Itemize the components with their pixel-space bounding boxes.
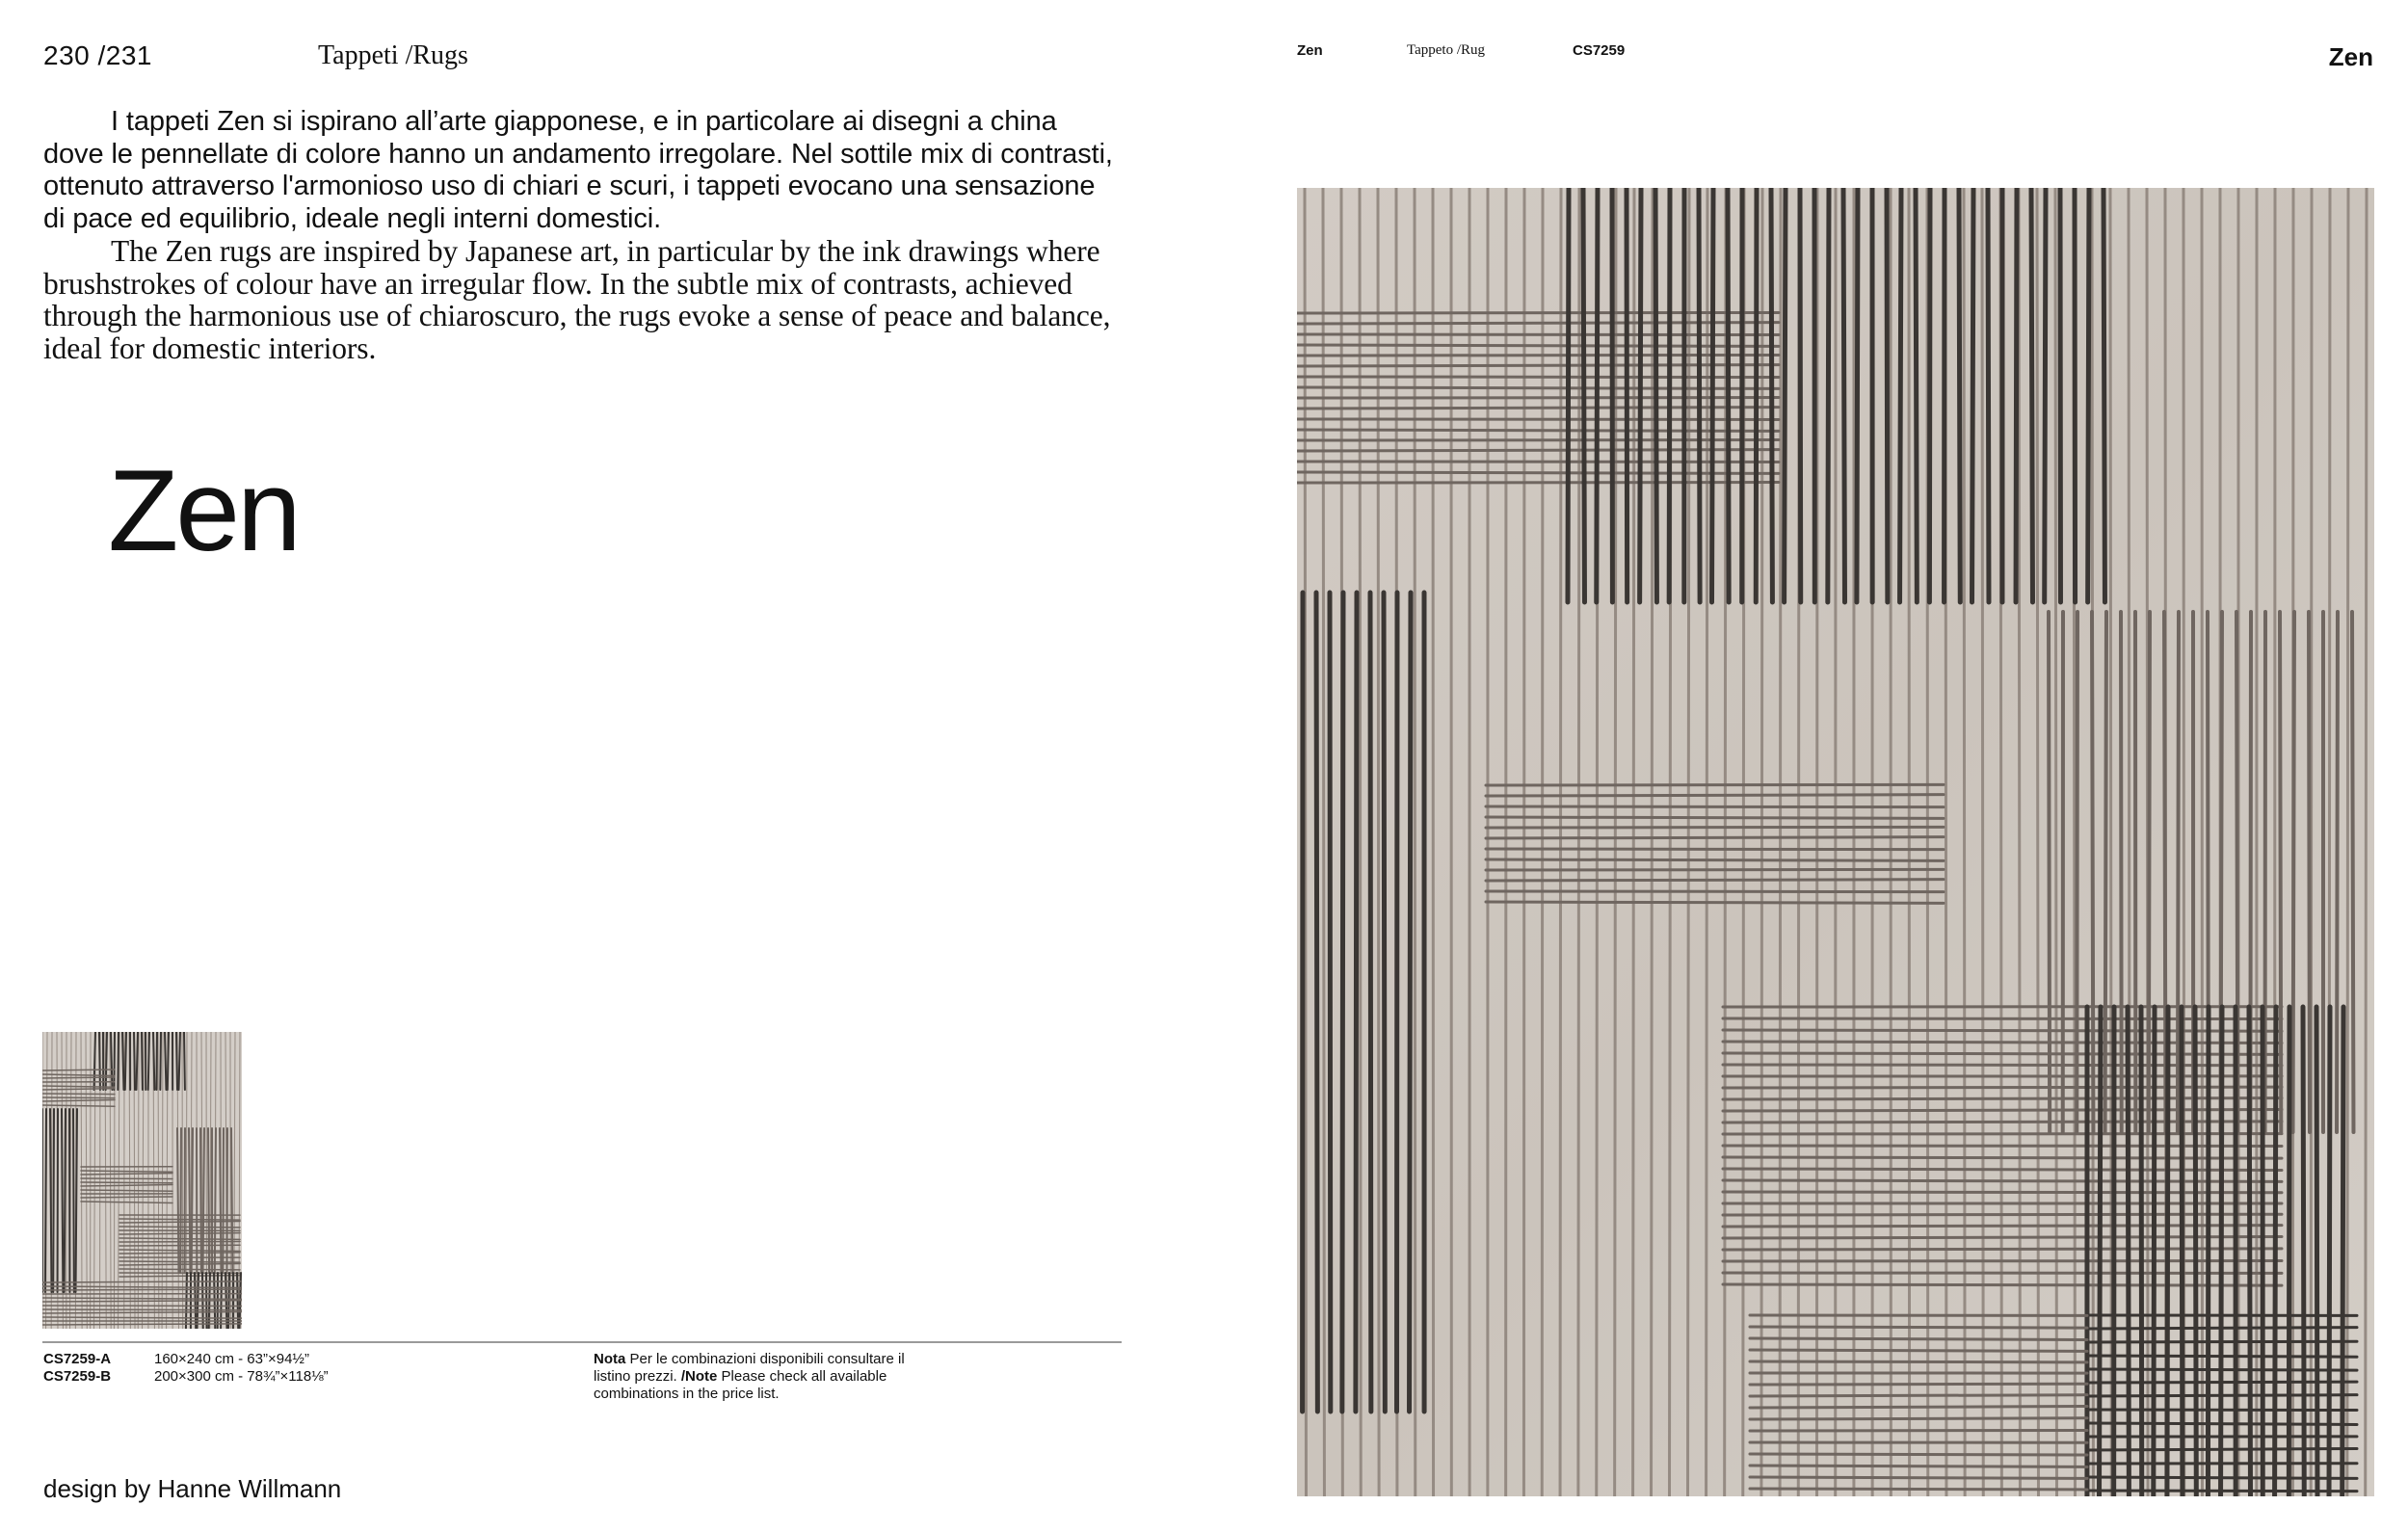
rug-texture-stripe bbox=[2037, 188, 2038, 1496]
thumb-stripe bbox=[119, 1241, 240, 1242]
rug-stripe bbox=[2031, 188, 2032, 602]
thumb-stripe bbox=[81, 1182, 172, 1183]
rug-stripe bbox=[1750, 1489, 2087, 1490]
rug-stripe bbox=[1723, 1030, 2282, 1031]
thumb-stripe bbox=[81, 1197, 172, 1198]
running-header-name: Zen bbox=[1297, 42, 1323, 59]
rug-stripe bbox=[1828, 188, 1829, 602]
rug-texture-stripe bbox=[1780, 188, 1781, 1496]
rug-texture-stripe bbox=[1578, 188, 1579, 1496]
rug-stripe bbox=[1750, 1384, 2087, 1385]
rug-stripe bbox=[1750, 1454, 2087, 1455]
thumb-stripe bbox=[119, 1269, 240, 1270]
rug-texture-stripe bbox=[1560, 188, 1561, 1496]
rug-stripe bbox=[1486, 837, 1944, 838]
rug-texture-stripe bbox=[1725, 188, 1726, 1496]
rug-stripe bbox=[1297, 355, 1779, 356]
size-code: CS7259-A bbox=[43, 1351, 112, 1367]
rug-stripe bbox=[1723, 1042, 2282, 1043]
rug-stripe bbox=[1297, 323, 1779, 324]
rug-stripe bbox=[1370, 593, 1371, 1412]
rug-stripe bbox=[1297, 408, 1779, 409]
note-label-en: /Note bbox=[680, 1368, 718, 1385]
rug-stripe bbox=[1486, 902, 1944, 903]
rug-stripe bbox=[1316, 593, 1317, 1412]
rug-stripe bbox=[2087, 1423, 2357, 1424]
rug-stripe bbox=[2293, 612, 2294, 1132]
rug-texture-stripe bbox=[2347, 188, 2348, 1496]
rug-stripe bbox=[1297, 312, 1779, 313]
size-dimensions: 160×240 cm - 63”×94½” bbox=[154, 1351, 309, 1367]
collection-title: Zen bbox=[108, 446, 299, 575]
rug-stripe bbox=[1486, 827, 1944, 828]
rug-stripe bbox=[1568, 188, 1569, 602]
rug-stripe bbox=[1959, 188, 1960, 602]
rug-stripe bbox=[2087, 1410, 2357, 1411]
rug-stripe bbox=[2329, 1007, 2330, 1496]
rug-stripe bbox=[1750, 1327, 2087, 1328]
rug-stripe bbox=[2087, 1477, 2357, 1478]
thumb-stripe bbox=[114, 1032, 115, 1090]
thumb-stripe bbox=[106, 1032, 107, 1090]
rug-stripe bbox=[1750, 1430, 2087, 1431]
thumb-stripe bbox=[73, 1109, 74, 1292]
section-label: Tappeti /Rugs bbox=[318, 40, 468, 70]
rug-stripe bbox=[1597, 188, 1598, 602]
rug-stripe bbox=[2309, 612, 2310, 1132]
thumb-stripe bbox=[42, 1309, 242, 1310]
size-list bbox=[43, 1351, 329, 1386]
rug-texture-stripe bbox=[1542, 188, 1543, 1496]
rug-stripe bbox=[1486, 817, 1944, 818]
rug-stripe bbox=[2342, 1007, 2343, 1496]
size-dimensions: 200×300 cm - 78¾”×118⅛” bbox=[154, 1368, 329, 1385]
page-numbers: 230 /231 bbox=[43, 40, 152, 70]
rug-stripe bbox=[2337, 612, 2338, 1132]
thumb-texture-stripe bbox=[182, 1032, 183, 1329]
rug-stripe bbox=[2087, 1369, 2357, 1370]
rug-stripe bbox=[1723, 1053, 2282, 1054]
thumb-stripe bbox=[168, 1032, 169, 1090]
rug-texture-stripe bbox=[1378, 188, 1379, 1496]
rug-texture-stripe bbox=[1323, 188, 1324, 1496]
rug-stripe bbox=[2075, 188, 2076, 602]
rug-stripe bbox=[1723, 1065, 2282, 1066]
rug-stripe bbox=[2087, 1491, 2357, 1492]
rug-stripe bbox=[1988, 188, 1989, 602]
rug-stripe bbox=[1699, 188, 1700, 602]
price-note bbox=[594, 1351, 921, 1403]
thumb-stripe bbox=[160, 1032, 161, 1090]
size-row bbox=[43, 1351, 329, 1368]
thumb-stripe bbox=[99, 1032, 100, 1090]
rug-texture-stripe bbox=[1909, 188, 1910, 1496]
rug-stripe bbox=[1712, 188, 1713, 602]
rug-stripe bbox=[1728, 188, 1729, 602]
running-header-type: Tappeto /Rug bbox=[1407, 42, 1486, 58]
rug-stripe bbox=[1486, 849, 1944, 850]
rug-stripe bbox=[1750, 1395, 2087, 1396]
rug-texture-stripe bbox=[1633, 188, 1634, 1496]
rug-stripe bbox=[1297, 365, 1779, 366]
rug-stripe bbox=[1785, 188, 1786, 602]
rug-stripe bbox=[1900, 188, 1901, 602]
rug-stripe bbox=[1297, 430, 1779, 431]
rug-stripe bbox=[1723, 1098, 2282, 1099]
thumb-stripe bbox=[53, 1109, 54, 1292]
rug-stripe bbox=[1297, 450, 1779, 451]
thumb-stripe bbox=[111, 1032, 112, 1090]
rug-stripe bbox=[1486, 784, 1944, 785]
rug-texture-stripe bbox=[1415, 188, 1416, 1496]
rug-texture-stripe bbox=[1688, 188, 1689, 1496]
page-title: Zen bbox=[2328, 42, 2373, 71]
rug-stripe bbox=[1723, 1180, 2282, 1181]
rug-stripe bbox=[1723, 1018, 2282, 1019]
rug-stripe bbox=[1297, 345, 1779, 346]
rug-texture-stripe bbox=[1761, 188, 1762, 1496]
rug-texture-stripe bbox=[1360, 188, 1361, 1496]
rug-stripe bbox=[1486, 795, 1944, 796]
rug-stripe bbox=[1486, 880, 1944, 881]
rug-texture-stripe bbox=[1615, 188, 1616, 1496]
rug-texture-stripe bbox=[1982, 188, 1983, 1496]
rug-stripe bbox=[1723, 1169, 2282, 1170]
thumb-stripe bbox=[42, 1289, 242, 1290]
rug-stripe bbox=[2087, 1395, 2357, 1396]
designer-credit: design by Hanne Willmann bbox=[43, 1474, 342, 1503]
rug-texture-stripe bbox=[2366, 188, 2367, 1496]
rug-stripe bbox=[1857, 188, 1858, 602]
rug-stripe bbox=[2087, 1328, 2357, 1329]
rug-stripe bbox=[1929, 188, 1930, 602]
rug-stripe bbox=[1771, 188, 1772, 602]
intro-italian: I tappeti Zen si ispirano all’arte giapponese, e in particolare ai disegni a china dove le pennellate di colore hanno un andamento irregolare. Nel sottile mix di contrasti, ottenuto attraverso l'armonioso uso di chiari e scuri, i tappeti evocano una sensazione di pace ed equilibrio, ideale negli interni domestici. bbox=[43, 106, 1113, 234]
thumb-stripe bbox=[125, 1032, 126, 1090]
rug-texture-stripe bbox=[2019, 188, 2020, 1496]
rug-stripe bbox=[1723, 1157, 2282, 1158]
rug-stripe bbox=[1750, 1407, 2087, 1408]
rug-stripe bbox=[1750, 1361, 2087, 1362]
thumb-stripe bbox=[81, 1178, 172, 1179]
intro-text bbox=[43, 106, 1123, 364]
size-row bbox=[43, 1368, 329, 1386]
thumb-stripe bbox=[184, 1032, 185, 1090]
running-header-code: CS7259 bbox=[1573, 42, 1626, 59]
rug-thumbnail-image bbox=[42, 1032, 242, 1329]
rug-texture-stripe bbox=[1964, 188, 1965, 1496]
rug-stripe bbox=[1297, 472, 1779, 473]
rug-stripe bbox=[1297, 334, 1779, 335]
note-label-it: Nota bbox=[594, 1351, 626, 1367]
rug-stripe bbox=[2087, 1449, 2357, 1450]
rug-stripe bbox=[1750, 1338, 2087, 1339]
thumb-stripe bbox=[142, 1032, 143, 1090]
rug-stripe bbox=[2088, 188, 2089, 602]
rug-stripe bbox=[1640, 188, 1641, 602]
rug-stripe bbox=[1916, 188, 1917, 602]
rug-stripe bbox=[1723, 1122, 2282, 1123]
thumb-stripe bbox=[176, 1032, 177, 1090]
rug-stripe bbox=[1297, 377, 1779, 378]
thumb-stripe bbox=[118, 1032, 119, 1090]
rug-stripe bbox=[2016, 188, 2017, 602]
rug-stripe bbox=[2045, 188, 2046, 602]
thumb-stripe bbox=[119, 1227, 240, 1228]
rug-stripe bbox=[1843, 188, 1844, 602]
rug-stripe bbox=[1486, 859, 1944, 860]
rug-stripe bbox=[1583, 188, 1584, 602]
rug-stripe bbox=[1750, 1350, 2087, 1351]
thumb-stripe bbox=[119, 1219, 240, 1220]
rug-stripe bbox=[2087, 1341, 2357, 1342]
thumb-stripe bbox=[153, 1032, 154, 1090]
thumb-stripe bbox=[42, 1077, 115, 1078]
rug-texture-stripe bbox=[2055, 188, 2056, 1496]
rug-stripe bbox=[1723, 1192, 2282, 1193]
rug-stripe bbox=[1750, 1477, 2087, 1478]
rug-stripe bbox=[1297, 387, 1779, 388]
note-text-it: Per le combinazioni disponibili consultare il listino prezzi. bbox=[594, 1351, 905, 1385]
rug-stripe bbox=[1669, 188, 1670, 602]
rug-stripe bbox=[2352, 612, 2353, 1132]
rug-stripe bbox=[1723, 1087, 2282, 1088]
rug-stripe bbox=[1297, 397, 1779, 398]
rug-stripe bbox=[1800, 188, 1801, 602]
thumb-stripe bbox=[119, 1245, 240, 1246]
divider-rule bbox=[42, 1341, 1122, 1343]
rug-stripe bbox=[1972, 188, 1973, 602]
rug-stripe bbox=[1750, 1418, 2087, 1419]
rug-stripe bbox=[1356, 593, 1357, 1412]
thumb-stripe bbox=[156, 1032, 157, 1090]
rug-detail-image bbox=[1297, 188, 2374, 1496]
rug-texture-stripe bbox=[1523, 188, 1524, 1496]
rug-stripe bbox=[1756, 188, 1757, 602]
rug-stripe bbox=[1410, 593, 1411, 1412]
note-text-en: Please check all available combinations in the price list. bbox=[594, 1368, 887, 1402]
rug-stripe bbox=[1330, 593, 1331, 1412]
rug-stripe bbox=[1384, 593, 1385, 1412]
rug-stripe bbox=[1723, 1110, 2282, 1111]
size-code: CS7259-B bbox=[43, 1368, 112, 1385]
rug-texture-stripe bbox=[1652, 188, 1653, 1496]
rug-stripe bbox=[2087, 1356, 2357, 1357]
rug-texture-stripe bbox=[2110, 188, 2111, 1496]
rug-stripe bbox=[1342, 593, 1343, 1412]
rug-stripe bbox=[1486, 891, 1944, 892]
rug-stripe bbox=[1486, 806, 1944, 807]
thumb-stripe bbox=[62, 1109, 63, 1292]
thumb-stripe bbox=[134, 1032, 135, 1090]
thumb-stripe bbox=[148, 1032, 149, 1090]
rug-stripe bbox=[1486, 869, 1944, 870]
thumb-stripe bbox=[42, 1094, 115, 1095]
thumb-stripe bbox=[42, 1097, 115, 1098]
rug-stripe bbox=[1655, 188, 1656, 602]
thumb-stripe bbox=[65, 1109, 66, 1292]
rug-stripe bbox=[2087, 1382, 2357, 1383]
thumb-stripe bbox=[45, 1109, 46, 1292]
intro-english: The Zen rugs are inspired by Japanese art, in particular by the ink drawings where brushstrokes of colour have an irregular flow. In the subtle mix of contrasts, achieved through the harmonious use of chiaroscuro, the rugs evoke a sense of peace and balance, ideal for domestic interiors. bbox=[43, 234, 1111, 365]
rug-texture-stripe bbox=[1433, 188, 1434, 1496]
rug-stripe bbox=[1887, 188, 1888, 602]
